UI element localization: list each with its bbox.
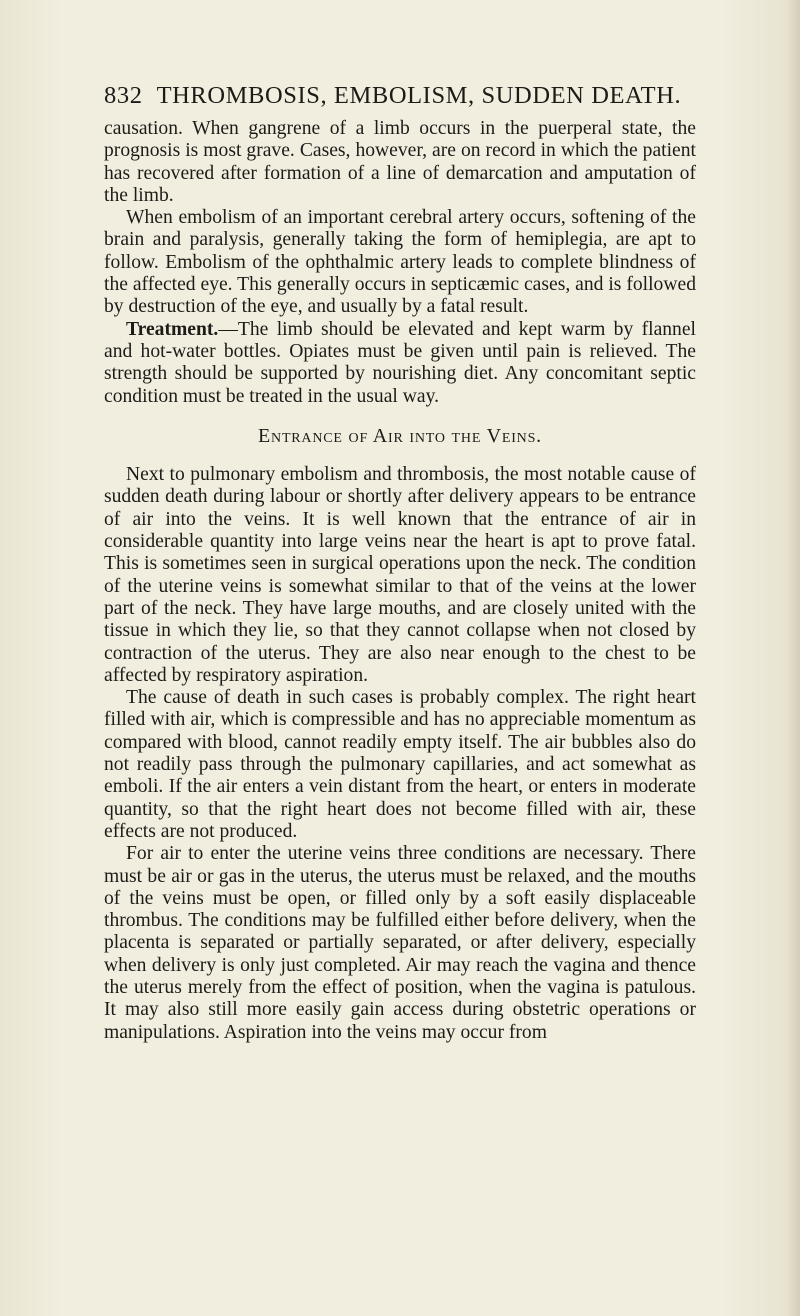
- section-heading: Entrance of Air into the Veins.: [258, 424, 542, 447]
- paragraph-cerebral-embolism: When embolism of an important cerebral artery occurs, softening of the brain and paralysis, generally taking the form of hemiplegia, are apt to follow. Embolism of the ophthalmic artery leads to complete blindness of the affected eye. This generally occurs in septicæmic cases, and is followed by destruction of the eye, and usually by a fatal result.: [104, 207, 696, 318]
- page-edge-shadow: [786, 0, 800, 1316]
- paragraph-conditions: For air to enter the uterine veins three conditions are necessary. There must be air or gas in the uterus, the uterus must be relaxed, and the mouths of the veins must be open, or filled only by a soft easily displaceable thrombus. The conditions may be fulfilled either before delivery, when the placenta is separated or partially separated, or after delivery, especially when delivery is only just completed. Air may reach the vagina and thence the uterus merely from the effect of position, when the vagina is patulous. It may also still more easily gain access during obstetric operations or manipulations. Aspiration into the veins may occur from: [104, 843, 696, 1043]
- running-title: THROMBOSIS, EMBOLISM, SUDDEN DEATH.: [156, 82, 682, 109]
- paragraph-air-entrance: Next to pulmonary embolism and thrombosis, the most notable cause of sudden death during labour or shortly after delivery appears to be entrance of air into the veins. It is well known that the entrance of air in considerable quantity into large veins near the heart is apt to prove fatal. This is sometimes seen in surgical operations upon the neck. The condition of the uterine veins is somewhat similar to that of the veins at the lower part of the neck. They have large mouths, and are closely united with the tissue in which they lie, so that they cannot collapse when not closed by contraction of the uterus. They are also near enough to the chest to be affected by respiratory aspiration.: [104, 464, 696, 686]
- treatment-heading: Treatment.: [126, 318, 219, 340]
- paragraph-causation: causation. When gangrene of a limb occurs in the puerperal state, the prognosis is most grave. Cases, however, are on record in which the patient has recovered after formation of a line of demarcation and amputation of the limb.: [104, 118, 696, 206]
- paragraph-treatment: [104, 319, 696, 408]
- running-header: [104, 82, 704, 110]
- treatment-text: —The limb should be elevated and kept warm by flannel and hot-water bottles. Opiates must be given until pain is relieved. The strength should be supported by nourishing diet. Any concomitant septic condition must be treated in the usual way.: [104, 318, 696, 407]
- paragraph-cause-of-death: The cause of death in such cases is probably complex. The right heart filled with air, which is compressible and has no appreciable momentum as compared with blood, cannot readily empty itself. The air bubbles also do not readily pass through the pulmonary capillaries, and act somewhat as emboli. If the air enters a vein distant from the heart, or enters in moderate quantity, so that the right heart does not become filled with air, these effects are not produced.: [104, 687, 696, 842]
- page-number: 832: [104, 82, 143, 109]
- body-text: [104, 118, 696, 1044]
